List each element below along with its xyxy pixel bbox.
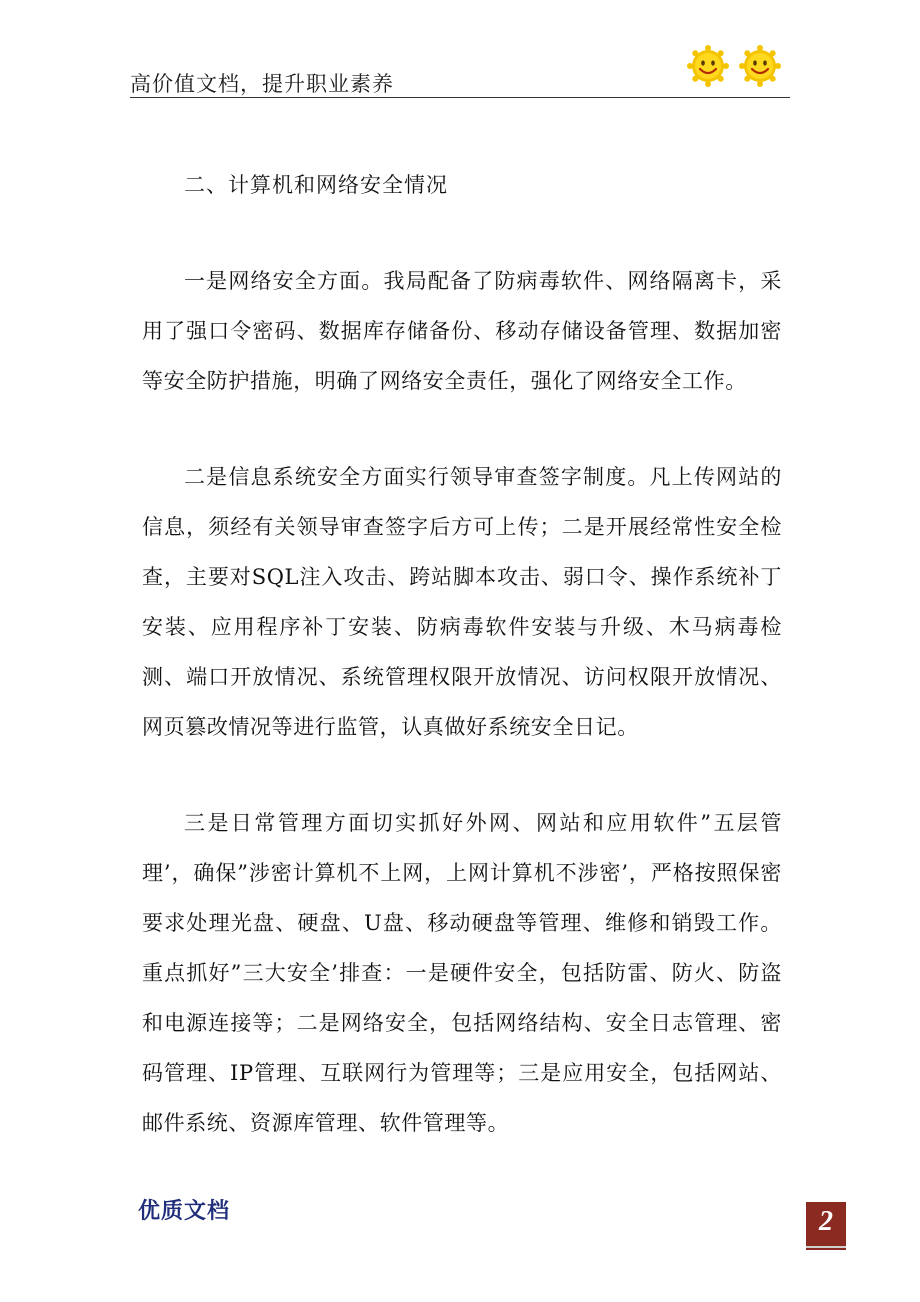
paragraph-network-security: 一是网络安全方面。我局配备了防病毒软件、网络隔离卡，采用了强口令密码、数据库存储备份、移动存储设备管理、数据加密等安全防护措施，明确了网络安全责任，强化了网络安全工作。	[142, 269, 782, 393]
document-body	[142, 160, 782, 1194]
header-divider	[130, 97, 790, 98]
smiley-face-icon	[738, 44, 782, 88]
smiley-face-icon	[686, 44, 730, 88]
paragraph-daily-management: 三是日常管理方面切实抓好外网、网站和应用软件”五层管理’，确保”涉密计算机不上网，上网计算机不涉密’，严格按照保密要求处理光盘、硬盘、U盘、移动硬盘等管理、维修和销毁工作。重点抓好”三大安全’排查：一是硬件安全，包括防雷、防火、防盗和电源连接等；二是网络安全，包括网络结构、安全日志管理、密码管理、IP管理、互联网行为管理等；三是应用安全，包括网站、邮件系统、资源库管理、软件管理等。	[142, 811, 782, 1135]
footer-divider	[806, 1246, 846, 1248]
page-number: 2	[806, 1202, 846, 1250]
page-header	[130, 40, 790, 98]
footer-label: 优质文档	[138, 1198, 231, 1224]
section-heading: 二、计算机和网络安全情况	[184, 173, 448, 197]
paragraph-information-system-security: 二是信息系统安全方面实行领导审查签字制度。凡上传网站的信息，须经有关领导审查签字后方可上传；二是开展经常性安全检查，主要对SQL注入攻击、跨站脚本攻击、弱口令、操作系统补丁安装、应用程序补丁安装、防病毒软件安装与升级、木马病毒检测、端口开放情况、系统管理权限开放情况、访问权限开放情况、网页篡改情况等进行监管，认真做好系统安全日记。	[142, 465, 782, 739]
header-title: 高价值文档，提升职业素养	[130, 72, 394, 96]
